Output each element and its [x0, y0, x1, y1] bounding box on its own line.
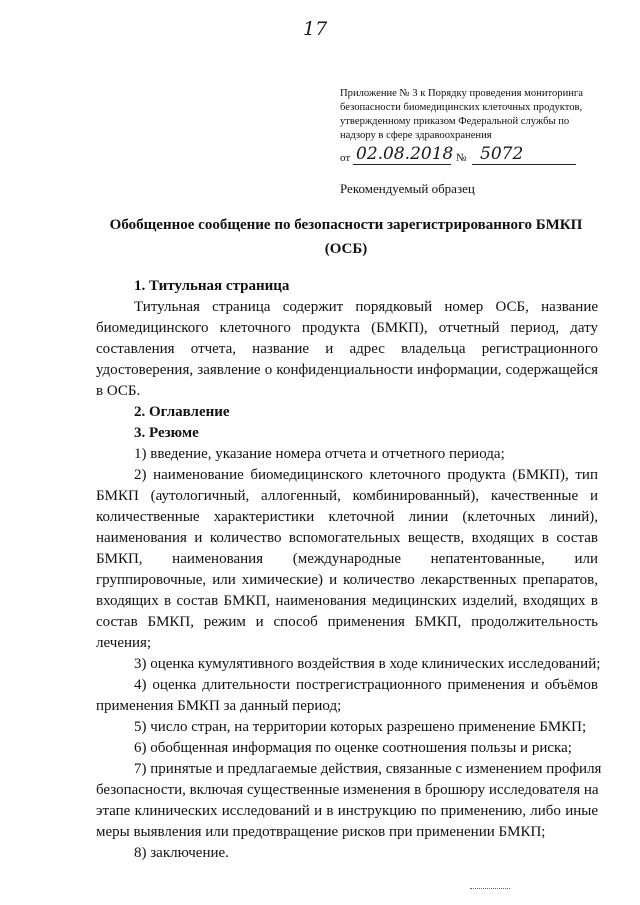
list-item-continuation: БМКП, наименования (международные непатентованные, или [96, 551, 598, 567]
list-item-continuation: лечения; [96, 635, 152, 651]
document-title-abbreviation: (ОСБ) [324, 241, 368, 257]
list-item: 8) заключение. [134, 845, 229, 861]
paragraph-line: составления отчета, название и адрес владельца регистрационного [96, 341, 598, 357]
list-item-continuation: применения БМКП за данный период; [96, 698, 342, 714]
number-underline [472, 164, 576, 165]
recommended-sample-label: Рекомендуемый образец [340, 181, 475, 196]
list-item-continuation: количественные характеристики клеточной линии (клеточных линий), [96, 509, 598, 525]
section-heading-contents: 2. Оглавление [134, 404, 230, 420]
list-item-continuation: меры выявления или предотвращение рисков при применении БМКП; [96, 824, 546, 840]
paragraph-line: удостоверения, заявление о конфиденциальности информации, содержащейся [96, 362, 598, 378]
handwritten-order-date: 02.08.2018 [356, 144, 454, 164]
list-item: 2) наименование биомедицинского клеточного продукта (БМКП), тип [134, 467, 598, 483]
section-heading-title-page: 1. Титульная страница [134, 278, 290, 294]
document-title: Обобщенное сообщение по безопасности зарегистрированного БМКП [109, 217, 583, 233]
list-item-continuation: этапе клинических исследований и в инструкцию по применению, либо иные [96, 803, 598, 819]
approval-block [340, 87, 610, 143]
list-item: 6) обобщенная информация по оценке соотношения пользы и риска; [134, 740, 572, 756]
date-prefix: от [340, 152, 351, 164]
approval-line: утвержденному приказом Федеральной службы по [340, 116, 570, 127]
paragraph-line: Титульная страница содержит порядковый номер ОСБ, название [134, 299, 598, 315]
section-heading-summary: 3. Резюме [134, 425, 199, 441]
list-item-continuation: группировочные, или химические) и количество лекарственных препаратов, [96, 572, 598, 588]
list-item: 7) принятые и предлагаемые действия, связанные с изменением профиля [134, 761, 602, 777]
paragraph-line: биомедицинского клеточного продукта (БМКП), отчетный период, дату [96, 320, 598, 336]
approval-line: Приложение № 3 к Порядку проведения мониторинга [340, 88, 583, 99]
handwritten-page-number: 17 [303, 18, 328, 40]
paragraph-line: в ОСБ. [96, 383, 141, 399]
approval-line: безопасности биомедицинских клеточных продуктов, [340, 102, 583, 113]
list-item: 5) число стран, на территории которых разрешено применение БМКП; [134, 719, 587, 735]
scan-artifact-mark [470, 888, 510, 889]
list-item-continuation: безопасности, включая существенные изменения в брошюру исследователя на [96, 782, 599, 798]
list-item-continuation: состав БМКП, режим и способ применения БМКП, продолжительность [96, 614, 598, 630]
approval-line: надзору в сфере здравоохранения [340, 130, 492, 141]
list-item: 1) введение, указание номера отчета и отчетного периода; [134, 446, 505, 462]
list-item-continuation: БМКП (аутологичный, аллогенный, комбинированный), качественные и [96, 488, 598, 504]
list-item: 3) оценка кумулятивного воздействия в ходе клинических исследований; [134, 656, 601, 672]
order-date-number-row [340, 146, 580, 168]
date-underline [353, 164, 451, 165]
number-prefix: № [456, 152, 467, 164]
list-item-continuation: наименования и количество вспомогательных веществ, входящих в состав [96, 530, 598, 546]
handwritten-order-number: 5072 [480, 144, 524, 164]
list-item-continuation: входящих в состав БМКП, наименования медицинских изделий, входящих в [96, 593, 598, 609]
list-item: 4) оценка длительности пострегистрационного применения и объёмов [134, 677, 598, 693]
